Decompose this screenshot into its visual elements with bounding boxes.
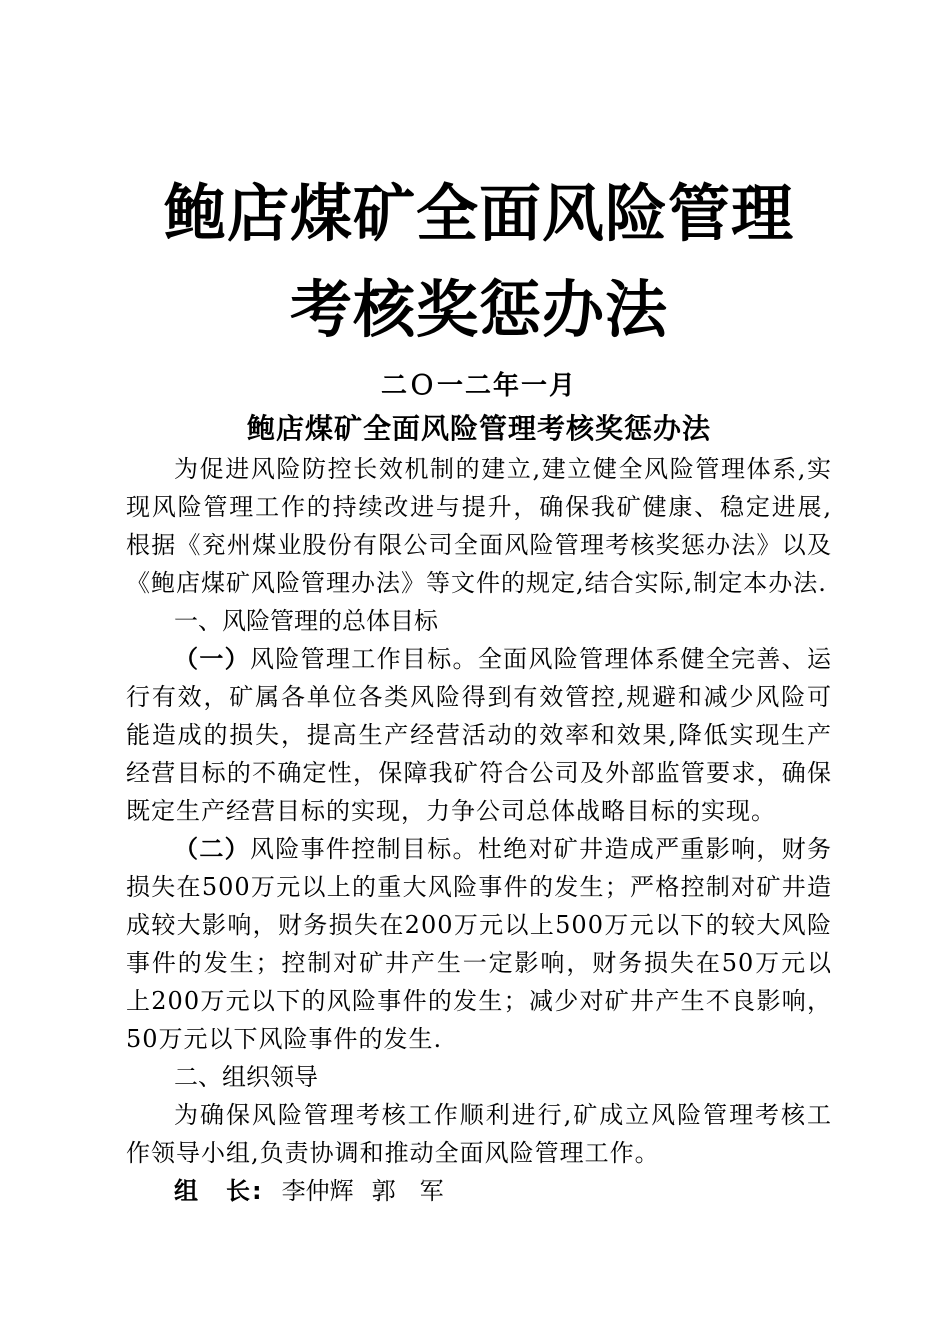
document-date: 二Ｏ一二年一月	[380, 371, 577, 401]
document-title	[126, 0, 832, 358]
section-2-paragraph: 为确保风险管理考核工作顺利进行,矿成立风险管理考核工作领导小组,负责协调和推动全面风险管理工作。	[126, 1101, 832, 1167]
section-1-heading: 一、风险管理的总体目标	[174, 607, 438, 635]
section-2-heading: 二、组织领导	[174, 1063, 318, 1091]
leader-label: 组 长:	[174, 1177, 264, 1205]
item-1-text: 风险管理工作目标。全面风险管理体系健全完善、运行有效，矿属各单位各类风险得到有效管控,规避和减少风险可能造成的损失，提高生产经营活动的效率和效果,降低实现生产经营目标的不确定性，保障我矿符合公司及外部监管要求，确保既定生产经营目标的实现，力争公司总体战略目标的实现。	[126, 645, 833, 825]
item-1-marker: （一）	[174, 645, 250, 673]
leader-name-1: 李仲辉	[281, 1177, 354, 1205]
intro-paragraph: 为促进风险防控长效机制的建立,建立健全风险管理体系,实现风险管理工作的持续改进与提升，确保我矿健康、稳定进展,根据《兖州煤业股份有限公司全面风险管理考核奖惩办法》以及《鲍店煤矿风险管理办法》等文件的规定,结合实际,制定本办法.	[126, 455, 832, 597]
title-line-1: 鲍店煤矿全面风险管理	[163, 177, 794, 250]
leader-name-2: 郭 军	[371, 1177, 444, 1205]
section-1-item-1	[126, 640, 832, 830]
document-subtitle: 鲍店煤矿全面风险管理考核奖惩办法	[246, 412, 711, 445]
item-2-marker: （二）	[174, 835, 250, 863]
item-2-text: 风险事件控制目标。杜绝对矿井造成严重影响，财务损失在500万元以上的重大风险事件的发生；严格控制对矿井造成较大影响，财务损失在200万元以上500万元以下的较大风险事件的发生；控制对矿井产生一定影响，财务损失在50万元以上200万元以下的风险事件的发生；减少对矿井产生不良影响，50万元以下风险事件的发生.	[126, 835, 833, 1053]
leader-line	[126, 1172, 832, 1210]
section-1-item-2	[126, 830, 832, 1058]
title-line-2: 考核奖惩办法	[289, 273, 668, 346]
